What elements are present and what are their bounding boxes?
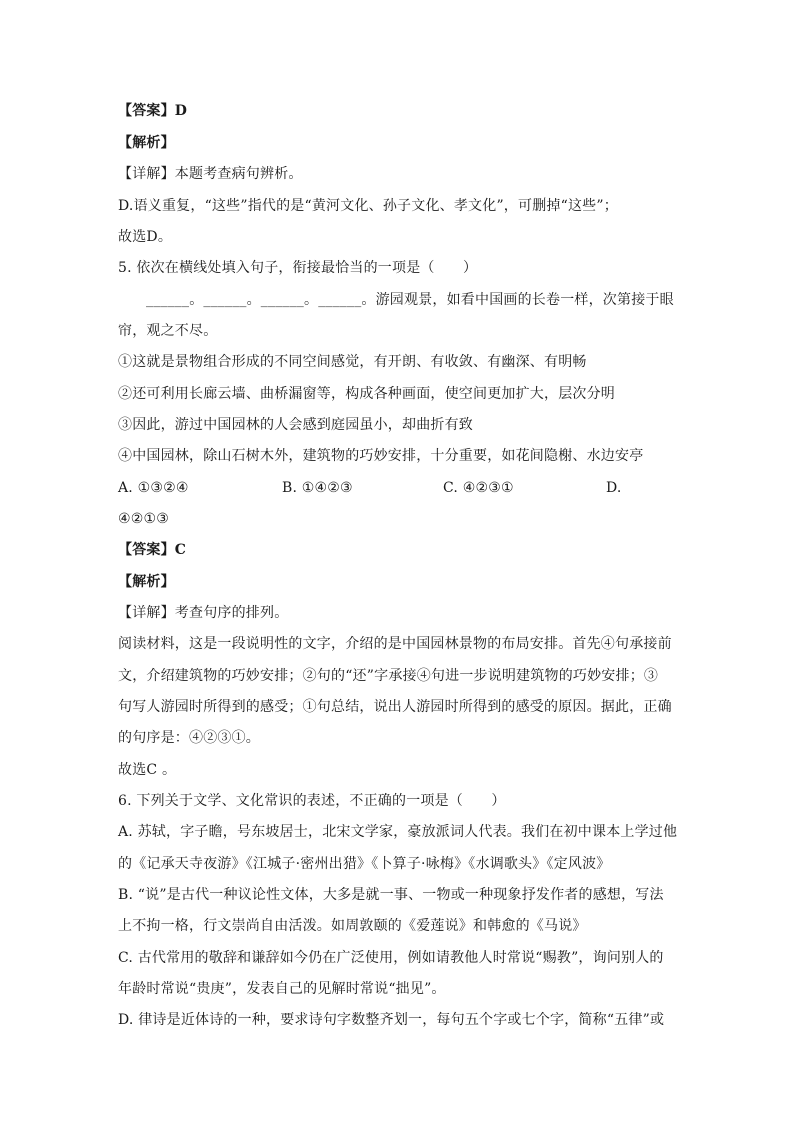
q5-option-a: A. ①③②④ xyxy=(118,480,189,496)
q4-analysis: 【解析】 xyxy=(118,135,175,151)
q4-answer: 【答案】D xyxy=(118,103,188,119)
q6-option-d-line1: D. 律诗是近体诗的一种，要求诗句字数整齐划一，每句五个字或七个字，简称“五律”或 xyxy=(118,1012,665,1028)
q5-explanation-4: 的句序是：④②③①。 xyxy=(118,730,260,746)
q6-question: 6. 下列关于文学、文化常识的表述，不正确的一项是（ ） xyxy=(118,793,506,809)
q4-detail: 【详解】本题考查病句辨析。 xyxy=(118,166,303,182)
q5-passage-line1: ______。______。______。______。游园观景，如看中国画的长卷一样，次第接于眼 xyxy=(146,292,674,308)
q5-option-d-continued: ④②①③ xyxy=(118,511,170,527)
q6-option-c-line1: C. 古代常用的敬辞和谦辞如今仍在广泛使用，例如请教他人时常说“赐教”，询问别人的 xyxy=(118,950,664,966)
q5-passage-line2: 帘，观之不尽。 xyxy=(118,323,218,339)
q6-option-a-line2: 的《记承天寺夜游》《江城子·密州出猎》《卜算子·咏梅》《水调歌头》《定风波》 xyxy=(118,856,611,872)
q5-option-d: D. xyxy=(606,480,622,496)
q5-detail: 【详解】考查句序的排列。 xyxy=(118,605,289,621)
q5-explanation-1: 阅读材料，这是一段说明性的文字，介绍的是中国园林景物的布局安排。首先④句承接前 xyxy=(118,636,672,652)
q5-sentence-1: ①这就是景物组合形成的不同空间感觉，有开朗、有收敛、有幽深、有明畅 xyxy=(118,354,587,370)
q6-option-b-line2: 上不拘一格，行文崇尚自由活泼。如周敦颐的《爱莲说》和韩愈的《马说》 xyxy=(118,918,587,934)
q5-sentence-4: ④中国园林，除山石树木外，建筑物的巧妙安排，十分重要，如花间隐榭、水边安亭 xyxy=(118,448,644,464)
q5-option-b: B. ①④②③ xyxy=(282,480,353,496)
q5-choose: 故选C 。 xyxy=(118,762,177,778)
q5-answer: 【答案】C xyxy=(118,542,187,558)
q6-option-b-line1: B. “说”是古代一种议论性文体，大多是就一事、一物或一种现象抒发作者的感想，写法 xyxy=(118,887,664,903)
q5-sentence-3: ③因此，游过中国园林的人会感到庭园虽小，却曲折有致 xyxy=(118,417,473,433)
q6-option-a-line1: A. 苏轼，字子瞻，号东坡居士，北宋文学家，豪放派词人代表。我们在初中课本上学过他 xyxy=(118,824,678,840)
q5-analysis: 【解析】 xyxy=(118,574,175,590)
q5-explanation-3: 句写人游园时所得到的感受；①句总结，说出人游园时所得到的感受的原因。据此，正确 xyxy=(118,699,672,715)
q5-sentence-2: ②还可利用长廊云墙、曲桥漏窗等，构成各种画面，使空间更加扩大，层次分明 xyxy=(118,386,615,402)
q5-explanation-2: 文，介绍建筑物的巧妙安排；②句的“还”字承接④句进一步说明建筑物的巧妙安排；③ xyxy=(118,668,659,684)
q4-explanation: D.语义重复，“这些”指代的是“黄河文化、孙子文化、孝文化”，可删掉“这些”； xyxy=(118,198,618,214)
q5-question: 5. 依次在横线处填入句子，衔接最恰当的一项是（ ） xyxy=(118,260,478,276)
q6-option-c-line2: 年龄时常说“贵庚”，发表自己的见解时常说“拙见”。 xyxy=(118,981,446,997)
q5-option-c: C. ④②③① xyxy=(443,480,514,496)
q4-choose: 故选D。 xyxy=(118,229,173,245)
